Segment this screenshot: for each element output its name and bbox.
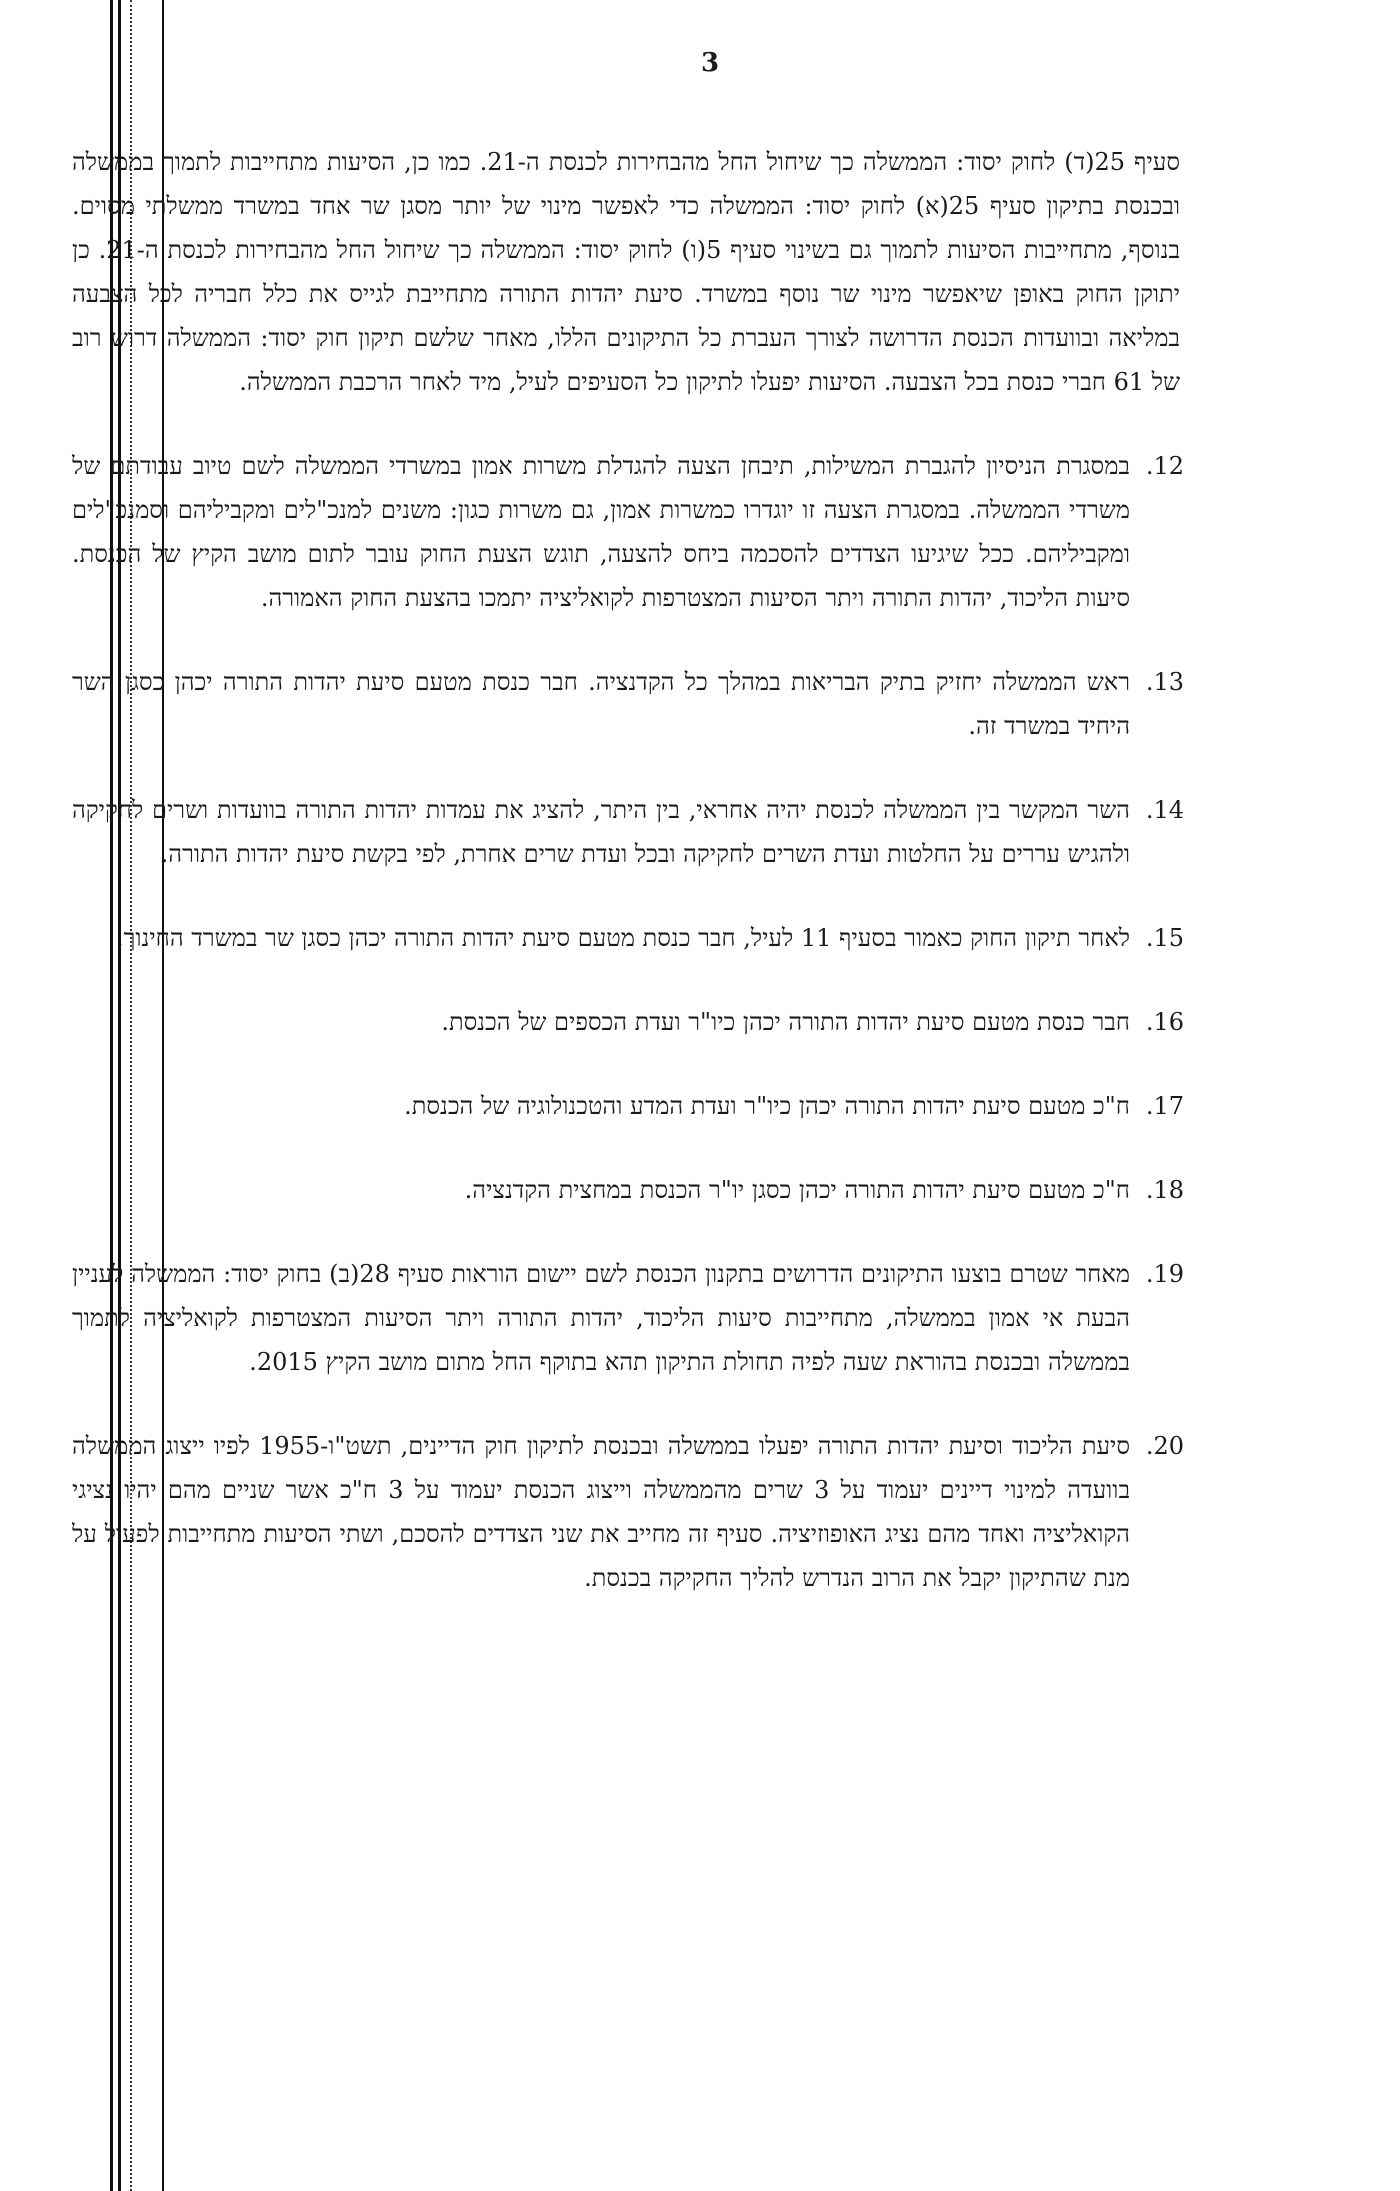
clause-number: 17. [1145,1092,1184,1120]
document-body [72,140,1184,1640]
clause-20 [72,1424,1184,1600]
clause-number: 20. [1145,1432,1184,1460]
clause-number: 15. [1145,924,1184,952]
clause-16 [72,1000,1184,1044]
clause-17 [72,1084,1184,1128]
clause-15 [72,916,1184,960]
page-number: 3 [700,48,720,78]
clause-number: 13. [1145,668,1184,696]
clause-text: השר המקשר בין הממשלה לכנסת יהיה אחראי, בין היתר, להציג את עמדות יהדות התורה בוועדות ושרים לחקיקה ולהגיש עררים על החלטות ועדת השרים לחקיקה ובכל ועדת שרים אחרת, לפי בקשת סיעת יהדות התורה. [72,796,1130,868]
clause-number: 18. [1145,1176,1184,1204]
clause-text: מאחר שטרם בוצעו התיקונים הדרושים בתקנון הכנסת לשם יישום הוראות סעיף 28(ב) בחוק יסוד: הממשלה לעניין הבעת אי אמון בממשלה, מתחייבות סיעות הליכוד, יהדות התורה ויתר הסיעות המצטרפות לקואליציה לתמוך בממשלה ובכנסת בהוראת שעה לפיה תחולת התיקון תהא בתוקף החל מתום מושב הקיץ 2015. [72,1260,1131,1376]
clause-number: 12. [1145,452,1184,480]
clause-text: ראש הממשלה יחזיק בתיק הבריאות במהלך כל הקדנציה. חבר כנסת מטעם סיעת יהדות התורה יכהן כסגן השר היחיד במשרד זה. [72,668,1130,740]
clause-number: 14. [1145,796,1184,824]
clause-19 [72,1252,1184,1384]
clause-number: 19. [1145,1260,1184,1288]
clause-text: לאחר תיקון החוק כאמור בסעיף 11 לעיל, חבר כנסת מטעם סיעת יהדות התורה יכהן כסגן שר במשרד החינוך. [115,924,1130,952]
intro-paragraph: סעיף 25(ד) לחוק יסוד: הממשלה כך שיחול החל מהבחירות לכנסת ה-21. כמו כן, הסיעות מתחייבות לתמוך בממשלה ובכנסת בתיקון סעיף 25(א) לחוק יסוד: הממשלה כדי לאפשר מינוי של יותר מסגן שר אחד במשרד ממשלתי מסוים. בנוסף, מתחייבות הסיעות לתמוך גם בשינוי סעיף 5(ו) לחוק יסוד: הממשלה כך שיחול החל מהבחירות לכנסת ה-21. כן יתוקן החוק באופן שיאפשר מינוי שר נוסף במשרד. סיעת יהדות התורה מתחייבת לגייס את כלל חבריה לכל הצבעה במליאה ובוועדות הכנסת הדרושה לצורך העברת כל התיקונים הללו, מאחר שלשם תיקון חוק יסוד: הממשלה דרוש רוב של 61 חברי כנסת בכל הצבעה. הסיעות יפעלו לתיקון כל הסעיפים לעיל, מיד לאחר הרכבת הממשלה. [72,148,1181,396]
clause-14 [72,788,1184,876]
clause-text: ח"כ מטעם סיעת יהדות התורה יכהן כיו"ר ועדת המדע והטכנולוגיה של הכנסת. [404,1092,1130,1120]
clause-18 [72,1168,1184,1212]
clause-12 [72,444,1184,620]
clause-number: 16. [1145,1008,1184,1036]
clause-13 [72,660,1184,748]
clause-text: חבר כנסת מטעם סיעת יהדות התורה יכהן כיו"ר ועדת הכספים של הכנסת. [441,1008,1130,1036]
clause-text: במסגרת הניסיון להגברת המשילות, תיבחן הצעה להגדלת משרות אמון במשרדי הממשלה לשם טיוב עבודתם של משרדי הממשלה. במסגרת הצעה זו יוגדרו כמשרות אמון, גם משרות כגון: משנים למנכ"לים ומקביליהם וסמנכ"לים ומקביליהם. ככל שיגיעו הצדדים להסכמה ביחס להצעה, תוגש הצעת החוק עובר לתום מושב הקיץ של הכנסת. סיעות הליכוד, יהדות התורה ויתר הסיעות המצטרפות לקואליציה יתמכו בהצעת החוק האמורה. [72,452,1130,612]
clause-text: ח"כ מטעם סיעת יהדות התורה יכהן כסגן יו"ר הכנסת במחצית הקדנציה. [464,1176,1130,1204]
clause-text: סיעת הליכוד וסיעת יהדות התורה יפעלו בממשלה ובכנסת לתיקון חוק הדיינים, תשט"ו-1955 לפיו ייצוג הממשלה בוועדה למינוי דיינים יעמוד על 3 שרים מהממשלה וייצוג הכנסת יעמוד על 3 ח"כ אשר שניים מהם יהיו נציגי הקואליציה ואחד מהם נציג האופוזיציה. סעיף זה מחייב את שני הצדדים להסכם, ושתי הסיעות מתחייבות לפעול על מנת שהתיקון יקבל את הרוב הנדרש להליך החקיקה בכנסת. [72,1432,1131,1592]
